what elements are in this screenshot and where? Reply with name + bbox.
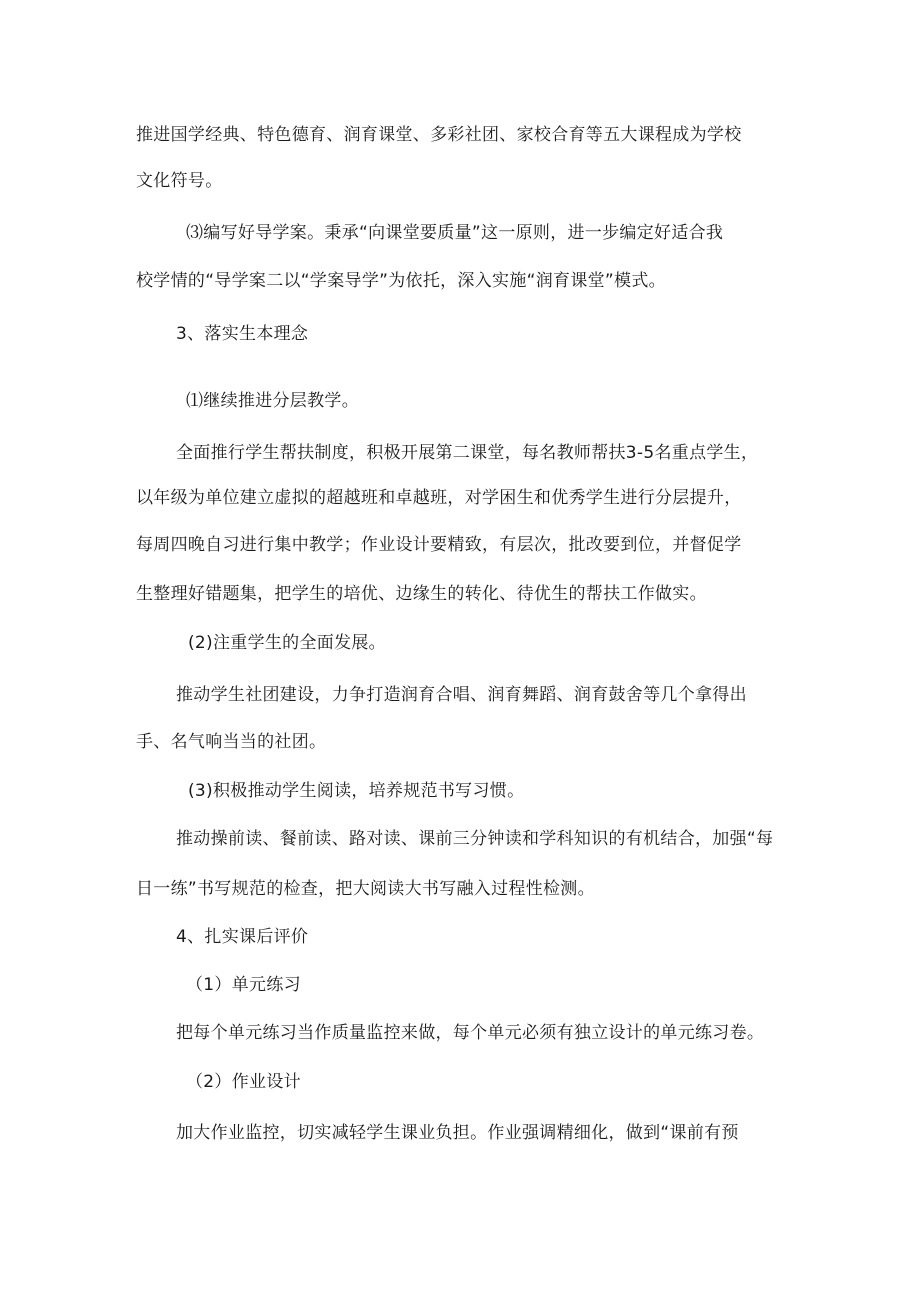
paragraph-line: 加大作业监控，切实减轻学生课业负担。作业强调精细化，做到“课前有预 xyxy=(176,1123,739,1143)
paragraph-line: 全面推行学生帮扶制度，积极开展第二课堂，每名教师帮扶3-5名重点学生， xyxy=(176,443,759,463)
section-heading: 3、落实生本理念 xyxy=(176,324,309,344)
subheading-line: (3)积极推动学生阅读，培养规范书写习惯。 xyxy=(188,781,525,801)
subheading-line: (2)注重学生的全面发展。 xyxy=(188,633,386,653)
subheading-line: ⑶编写好导学案。秉承“向课堂要质量”这一原则，进一步编定好适合我 xyxy=(186,223,724,243)
paragraph-line: 推动学生社团建设，力争打造润育合唱、润育舞蹈、润育鼓舍等几个拿得出 xyxy=(176,685,747,705)
section-heading: 4、扎实课后评价 xyxy=(176,927,309,947)
paragraph-line: 以年级为单位建立虚拟的超越班和卓越班，对学困生和优秀学生进行分层提升， xyxy=(136,488,742,508)
paragraph-line: 文化符号。 xyxy=(136,171,223,191)
paragraph-line: 推动操前读、餐前读、路对读、课前三分钟读和学科知识的有机结合，加强“每 xyxy=(176,829,774,849)
subheading-line: ⑴继续推进分层教学。 xyxy=(186,391,359,411)
paragraph-line: 推进国学经典、特色德育、润育课堂、多彩社团、家校合育等五大课程成为学校 xyxy=(136,125,742,145)
subheading-line: （2）作业设计 xyxy=(186,1072,301,1092)
paragraph-line: 生整理好错题集，把学生的培优、边缘生的转化、待优生的帮扶工作做实。 xyxy=(136,584,707,604)
paragraph-line: 手、名气响当当的社团。 xyxy=(136,732,327,752)
paragraph-line: 把每个单元练习当作质量监控来做，每个单元必须有独立设计的单元练习卷。 xyxy=(176,1023,765,1043)
paragraph-line: 校学情的“导学案二以“学案导学”为依托，深入实施“润育课堂”模式。 xyxy=(136,271,666,291)
paragraph-line: 日一练”书写规范的检查，把大阅读大书写融入过程性检测。 xyxy=(136,879,595,899)
paragraph-line: 每周四晚自习进行集中教学；作业设计要精致，有层次，批改要到位，并督促学 xyxy=(136,535,742,555)
subheading-line: （1）单元练习 xyxy=(186,975,301,995)
